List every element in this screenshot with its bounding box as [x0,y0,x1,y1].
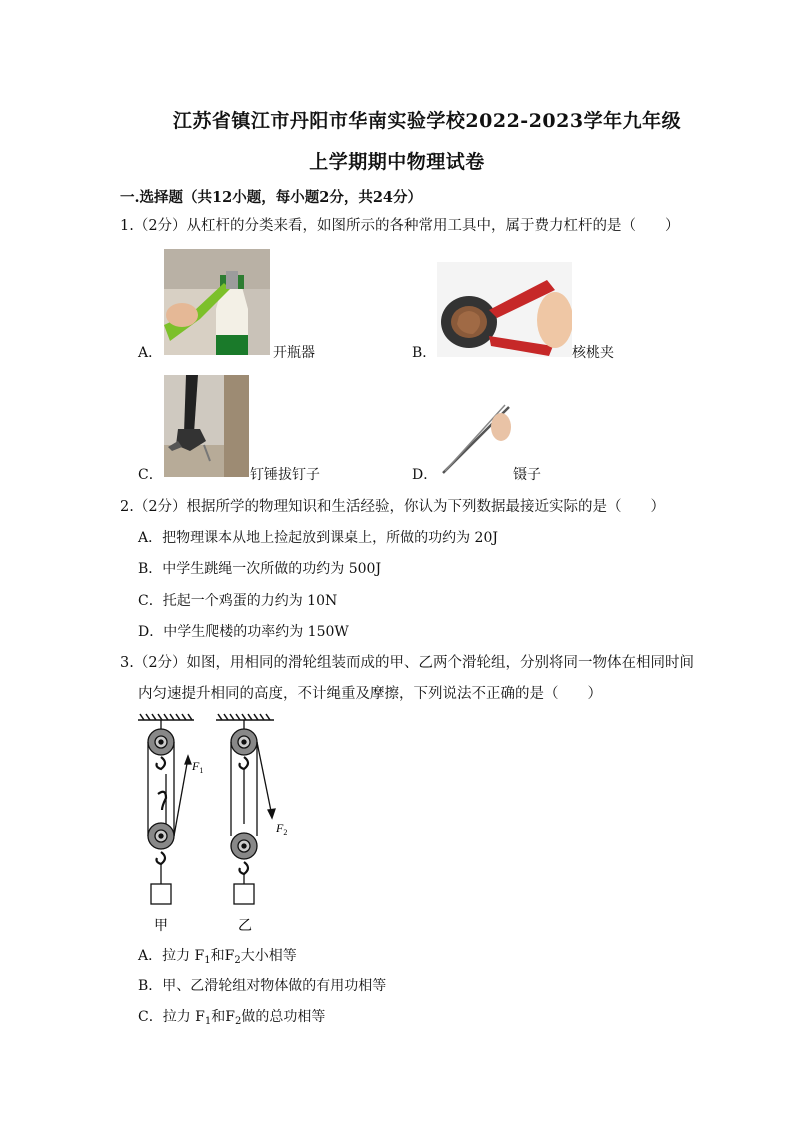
ceiling-right [216,714,274,720]
question-3-stem-line1: 3.（2分）如图，用相同的滑轮组装而成的甲、乙两个滑轮组，分别将同一物体在相同时间 [120,655,695,671]
q2-option-a[interactable]: A．把物理课本从地上捡起放到课桌上，所做的功约为 20J [138,530,498,546]
q2-option-b[interactable]: B．中学生跳绳一次所做的功约为 500J [138,561,382,577]
force-f2-label: $F_2$ [276,821,288,837]
pulley-system-yi [231,720,275,904]
q1-option-c-letter[interactable]: C． [138,467,163,483]
exam-title-line1: 江苏省镇江市丹阳市华南实验学校2022-2023学年九年级 [172,110,682,132]
exam-title-line2: 上学期期中物理试卷 [309,151,485,173]
force-f1-label: $F_1$ [192,759,204,775]
question-2-stem: 2.（2分）根据所学的物理知识和生活经验，你认为下列数据最接近实际的是（ ） [120,499,666,515]
figure-label-yi: 乙 [238,919,252,934]
q2-option-d[interactable]: D．中学生爬楼的功率约为 150W [138,624,349,640]
figure-label-jia: 甲 [154,919,168,934]
q1-option-a-letter[interactable]: A． [138,345,163,361]
section-heading: 一.选择题（共12小题，每小题2分，共24分） [120,189,422,206]
q3-option-c[interactable]: C．拉力 $F_1$和$F_2$做的总功相等 [138,1009,326,1027]
q2-option-c[interactable]: C．托起一个鸡蛋的力约为 10N [138,593,338,609]
q1-option-b-letter[interactable]: B． [412,345,437,361]
tweezers-photo [437,403,512,478]
question-3-stem-line2: 内匀速提升相同的高度，不计绳重及摩擦，下列说法不正确的是（ ） [138,686,602,702]
q3-option-b[interactable]: B．甲、乙滑轮组对物体做的有用功相等 [138,978,387,994]
bottle-opener-photo [164,249,270,355]
q1-option-a-label: 开瓶器 [273,345,315,361]
q1-option-c-label: 钉锤拔钉子 [250,467,320,483]
pulley-system-jia [148,720,191,904]
pulley-figure [136,712,306,941]
q1-option-d-label: 镊子 [513,467,541,483]
claw-hammer-photo [164,375,249,477]
q1-option-d-letter[interactable]: D． [412,467,438,483]
q1-option-b-label: 核桃夹 [572,345,614,361]
question-1-stem: 1.（2分）从杠杆的分类来看，如图所示的各种常用工具中，属于费力杠杆的是（ ） [120,218,680,234]
ceiling-left [138,714,194,720]
q3-option-a[interactable]: A．拉力 $F_1$和$F_2$大小相等 [138,948,297,966]
nutcracker-photo [437,262,572,357]
